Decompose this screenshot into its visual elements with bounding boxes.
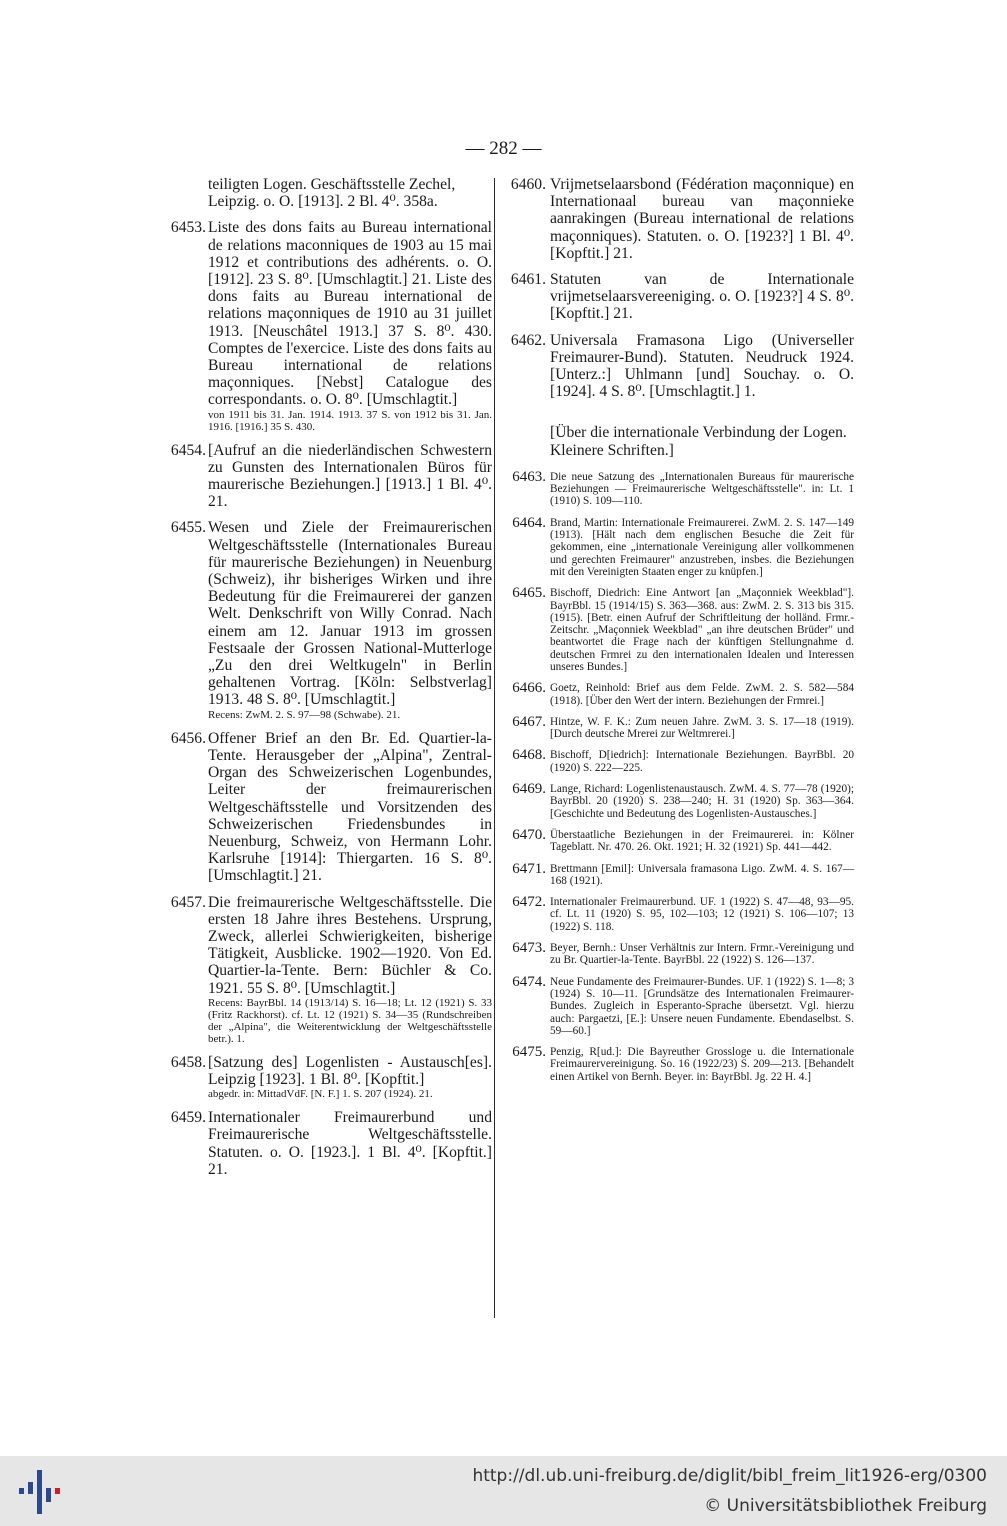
entry-number: 6461. <box>510 271 546 289</box>
entry-text: Brettmann [Emil]: Universala framasona Ligo. ZwM. 4. S. 167—168 (1921). <box>550 862 854 887</box>
entry-number: 6459. <box>170 1109 206 1127</box>
entry-number: 6466. <box>512 680 546 697</box>
entry-text: Die freimaurerische Weltgeschäftsstelle. Die ersten 18 Jahre ihres Bestehens. Ursprung, Zweck, allerlei Schwierigkeiten, bisherige Tätigkeit, Ausblicke. 1902—1920. Von Ed. Quartier-la-Tente. Bern: Büchler & Co. 1921. 55 S. 8⁰. [Umschlagtit.] <box>208 893 492 997</box>
entry-text: Lange, Richard: Logenlistenaustausch. ZwM. 4. S. 77—78 (1920); BayrBbl. 20 (1920) S. 238—240; H. 31 (1920) Sp. 363—364. [Geschichte und Bedeutung des Logenlisten-Austausches.] <box>550 783 854 820</box>
bibliography-entry <box>152 442 492 511</box>
section-heading: [Über die internationale Verbindung der Logen. Kleinere Schriften.] <box>550 424 847 459</box>
bibliography-entry <box>494 176 854 262</box>
page-number: — 282 — <box>465 138 542 159</box>
entry-number: 6473. <box>512 940 546 957</box>
entry-text: Internationaler Freimaurerbund und Freimaurerische Weltgeschäftsstelle. Statuten. o. O. [1923.]. 1 Bl. 4⁰. [Kopftit.] 21. <box>208 1109 492 1178</box>
entry-number: 6465. <box>512 585 546 602</box>
bibliography-entry <box>494 942 854 967</box>
entry-text: Universala Framasona Ligo (Universeller Freimaurer-Bund). Statuten. Neudruck 1924. [Unterz.:] Uhlmann [und] Souchay. o. O. [1924]. 4 S. 8⁰. [Umschlagtit.] 1. <box>550 331 854 401</box>
entry-number: 6474. <box>512 973 546 990</box>
bibliography-entry <box>494 682 854 707</box>
entry-text: Bischoff, Diedrich: Eine Antwort [an „Maçonniek Weekblad"]. BayrBbl. 15 (1914/15) S. 363—368. aus: ZwM. 2. S. 313 bis 315. (1915). [Betr. einen Aufruf der Schriftleitung der holländ. Frmr.-Zeitschr. „Maçonniek Weekblad" „an ihre deutschen Brüder" und beantwortet die Frage nach der künftigen Stellungnahme d. deutschen Frmrei zu den internationalen Idealen und Interessen unseres Bundes.] <box>550 587 854 673</box>
entry-number: 6471. <box>512 860 546 877</box>
entry-note: von 1911 bis 31. Jan. 1914. 1913. 37 S. von 1912 bis 31. Jan. 1916. [1916.] 35 S. 430. <box>208 408 492 433</box>
footer-copyright: © Universitätsbibliothek Freiburg <box>704 1496 987 1516</box>
right-column <box>494 176 854 1092</box>
bibliography-entry <box>494 896 854 933</box>
continuation-text: teiligten Logen. Geschäftsstelle Zechel, Leipzig. o. O. [1913]. 2 Bl. 4⁰. 358a. <box>208 176 456 211</box>
entry-text: [Aufruf an die niederländischen Schwestern zu Gunsten des Internationalen Büros für maurerische Beziehungen.] [1913.] 1 Bl. 4⁰. 21. <box>208 441 492 511</box>
entry-number: 6470. <box>512 826 546 843</box>
entry-number: 6457. <box>170 893 206 911</box>
bibliography-entry <box>152 1054 492 1100</box>
entry-text: [Satzung des] Logenlisten - Austausch[es]. Leipzig [1923]. 1 Bl. 8⁰. [Kopftit.] <box>208 1053 492 1088</box>
bibliography-entry <box>494 826 854 854</box>
entry-text: Statuten van de Internationale vrijmetselaarsvereeniging. o. O. [1923?] 4 S. 8⁰. [Kopftit.] 21. <box>550 271 854 323</box>
entry-number: 6454. <box>170 441 206 459</box>
entry-number: 6460. <box>510 176 546 193</box>
bibliography-entry <box>494 713 854 741</box>
entry-text: Liste des dons faits au Bureau international de relations maconniques de 1903 au 15 mai 1912 et contributions des adhérents. o. O. [1912]. 23 S. 8⁰. [Umschlagtit.] 21. Liste des dons faits au Bureau international de relations maçonniques de 1910 au 31 juillet 1913. [Neuschâtel 1913.] 37 S. 8⁰. 430. Comptes de l'exercice. Liste des dons faits au Bureau international de relations maçonniques. [Nebst] Catalogue des correspondants. o. O. 8⁰. [Umschlagtit.] <box>208 219 492 409</box>
bibliography-entry <box>152 1109 492 1178</box>
entry-number: 6468. <box>512 747 546 764</box>
bibliography-entry <box>494 332 854 401</box>
entry-note: Recens: ZwM. 2. S. 97—98 (Schwabe). 21. <box>208 708 401 721</box>
entry-text: Neue Fundamente des Freimaurer-Bundes. UF. 1 (1922) S. 1—8; 3 (1924) S. 10—11. [Grundsätze des Internationalen Freimaurer-Bundes. Zugleich in Esperanto-Sprache übersetzt. Vgl. hierzu auch: Pargaetzi, [E.]: Unsere neuen Fundamente. Ebendaselbst. S. 59—60.] <box>550 975 854 1037</box>
entry-number: 6475. <box>512 1044 546 1061</box>
entry-number: 6464. <box>512 514 546 531</box>
entry-number: 6467. <box>512 713 546 730</box>
bibliography-entry <box>494 271 854 323</box>
entry-text: Beyer, Bernh.: Unser Verhältnis zur Intern. Frmr.-Vereinigung und zu Br. Quartier-la-Tente. BayrBbl. 22 (1922) S. 126—137. <box>550 942 854 967</box>
left-column <box>152 176 492 1187</box>
entry-note: abgedr. in: MittadVdF. [N. F.] 1. S. 207 (1924). 21. <box>208 1088 433 1101</box>
bibliography-entry <box>152 219 492 432</box>
bibliography-entry <box>494 514 854 578</box>
entry-text: Vrijmetselaarsbond (Fédération maçonnique) en Internationaal bureau van maçonnieke aanrakingen (Bureau international de relations maçonniques). Statuten. o. O. [1923?] 1 Bl. 4⁰. [Kopftit.] 21. <box>550 176 854 262</box>
bibliography-entry <box>494 749 854 774</box>
ub-freiburg-logo-icon <box>16 1468 62 1514</box>
entry-number: 6455. <box>170 519 206 537</box>
bibliography-entry <box>152 730 492 885</box>
entry-text: Brand, Martin: Internationale Freimaurerei. ZwM. 2. S. 147—149 (1913). [Hält nach dem englischen Besuche die Zeit für gekommen, eine „internationale Vereinigung aller vollkommenen und gerechten Freimaurer" anzustreben, insbes. die Beziehungen mit den Vereinigten Staaten enger zu knüpfen.] <box>550 516 854 578</box>
entry-number: 6472. <box>512 894 546 911</box>
bibliography-entry <box>494 860 854 888</box>
entry-note: Recens: BayrBbl. 14 (1913/14) S. 16—18; Lt. 12 (1921) S. 33 (Fritz Rackhorst). cf. Lt. 12 (1921) S. 34—35 (Rundschreiben der „Alpina", die Weiterentwicklung der Weltgeschäftsstelle betr.). 1. <box>208 996 492 1045</box>
footer-url-link[interactable]: http://dl.ub.uni-freiburg.de/diglit/bibl_freim_lit1926-erg/0300 <box>472 1466 987 1486</box>
entry-number: 6469. <box>512 781 546 798</box>
entry-text: Hintze, W. F. K.: Zum neuen Jahre. ZwM. 3. S. 17—18 (1919). [Durch deutsche Mrerei zur Weltmrerei.] <box>550 715 854 741</box>
footer-bar <box>0 1456 1007 1526</box>
entry-text: Internationaler Freimaurerbund. UF. 1 (1922) S. 47—48, 93—95. cf. Lt. 11 (1920) S. 95, 102—103; 12 (1921) S. 106—107; 13 (1922) S. 118. <box>550 896 854 933</box>
entry-text: Penzig, R[ud.]: Die Bayreuther Grossloge u. die Internationale Freimaurervereinigung. So. 16 (1922/23) S. 209—213. [Behandelt einen Artikel von Bernh. Beyer. in: BayrBbl. Jg. 22 H. 4.] <box>550 1046 854 1083</box>
entry-text: Goetz, Reinhold: Brief aus dem Felde. ZwM. 2. S. 582—584 (1918). [Über den Wert der intern. Beziehungen der Frmrei.] <box>550 682 854 707</box>
entry-number: 6462. <box>510 331 546 349</box>
bibliography-entry <box>494 973 854 1037</box>
bibliography-entry <box>152 519 492 720</box>
entry-text: Überstaatliche Beziehungen in der Freimaurerei. in: Kölner Tageblatt. Nr. 470. 26. Okt. 1921; H. 32 (1921) Sp. 441—442. <box>550 828 854 854</box>
bibliography-entry <box>494 587 854 673</box>
entry-number: 6456. <box>170 729 206 747</box>
entry-number: 6463. <box>512 468 546 485</box>
entry-text: Bischoff, D[iedrich]: Internationale Beziehungen. BayrBbl. 20 (1920) S. 222—225. <box>550 749 854 774</box>
bibliography-entry <box>152 894 492 1045</box>
entry-number: 6453. <box>170 219 206 237</box>
entry-number: 6458. <box>170 1053 206 1071</box>
bibliography-entry <box>494 1046 854 1083</box>
entry-text: Wesen und Ziele der Freimaurerischen Weltgeschäftsstelle (Internationales Bureau für maurerische Beziehungen) in Neuenburg (Schweiz), ihr bisheriges Wirken und ihre Bedeutung für die Freimaurerei der ganzen Welt. Denkschrift von Willy Conrad. Nach einem am 12. Januar 1913 im grossen Festsaale der Grossen National-Mutterloge „Zu den drei Weltkugeln" in Berlin gehaltenen Vortrag. [Köln: Selbstverlag] 1913. 48 S. 8⁰. [Umschlagtit.] <box>208 519 492 709</box>
entry-text: Offener Brief an den Br. Ed. Quartier-la-Tente. Herausgeber der „Alpina", Zentral-Organ des Schweizerischen Logenbundes, Leiter der freimaurerischen Weltgeschäftsstelle und Vorsitzenden des Schweizerischen Friedensbundes in Neuenburg, Schweiz, von Hermann Lohr. Karlsruhe [1914]: Thiergarten. 16 S. 8⁰. [Umschlagtit.] 21. <box>208 729 492 885</box>
entry-text: Die neue Satzung des „Internationalen Bureaus für maurerische Beziehungen — Freimaurerische Weltgeschäftsstelle". in: Lt. 1 (1910) S. 109—110. <box>550 470 854 508</box>
bibliography-entry <box>494 783 854 820</box>
bibliography-entry <box>494 468 854 508</box>
